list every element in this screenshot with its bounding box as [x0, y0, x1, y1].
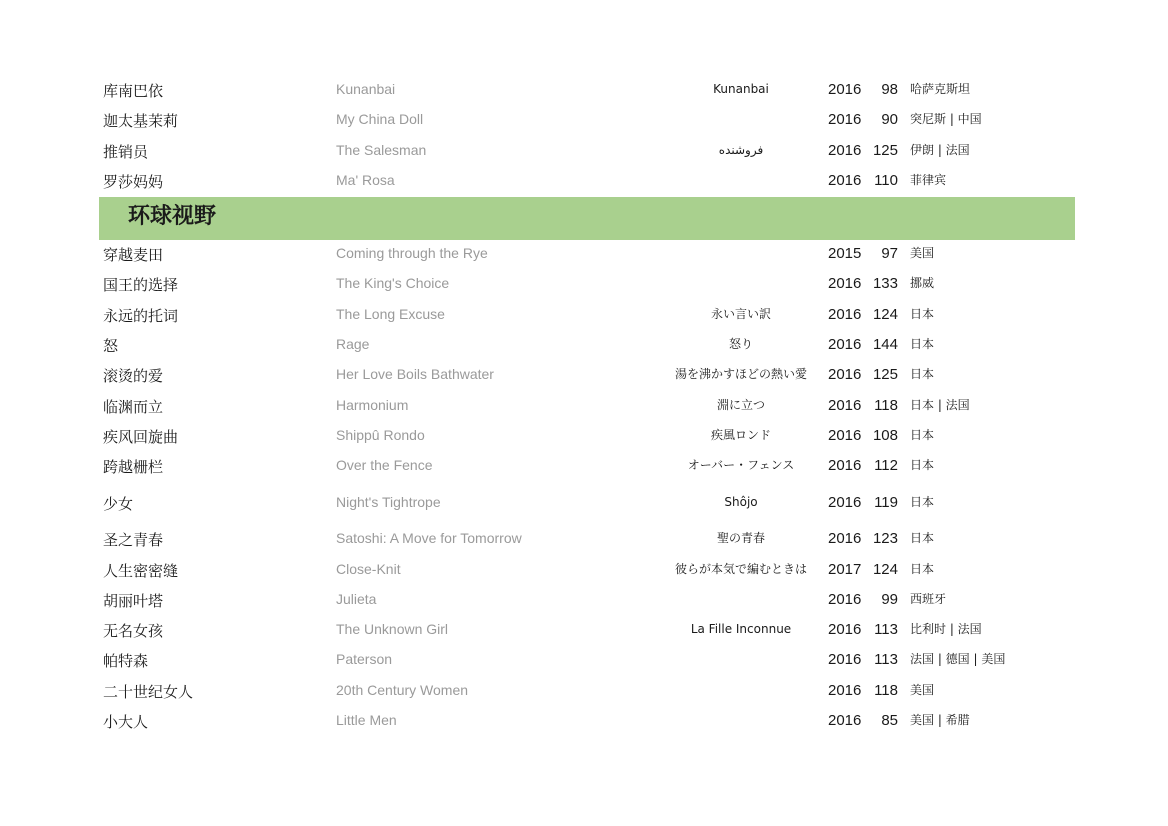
film-country: 日本 | 法国: [910, 398, 970, 412]
film-row: [100, 240, 1075, 270]
film-chinese-title: 胡丽叶塔: [103, 592, 164, 610]
film-country: 突尼斯 | 中国: [910, 112, 982, 126]
film-row: [100, 707, 1075, 737]
film-row: [100, 452, 1075, 482]
film-english-title: The Unknown Girl: [336, 621, 449, 637]
film-english-title: My China Doll: [336, 111, 424, 127]
film-runtime: 124: [872, 561, 898, 578]
film-english-title: Julieta: [336, 591, 377, 607]
film-original-title: 彼らが本気で編むときは: [674, 562, 807, 576]
film-chinese-title: 怒: [103, 337, 119, 355]
film-runtime: 118: [874, 397, 898, 414]
film-year: 2016: [828, 172, 862, 189]
film-english-title: Little Men: [336, 712, 397, 728]
film-year: 2016: [828, 366, 862, 383]
film-original-title: Kunanbai: [713, 82, 769, 96]
film-runtime: 97: [881, 245, 898, 262]
film-english-title: The King's Choice: [336, 275, 450, 291]
film-english-title: Kunanbai: [336, 81, 396, 97]
film-year: 2016: [828, 651, 862, 668]
film-chinese-title: 永远的托词: [103, 307, 179, 325]
film-english-title: The Long Excuse: [336, 306, 445, 322]
film-country: 美国: [910, 246, 935, 260]
film-year: 2016: [828, 682, 862, 699]
film-english-title: The Salesman: [336, 142, 427, 158]
film-country: 日本: [910, 562, 935, 576]
film-english-title: Coming through the Rye: [336, 245, 488, 261]
film-original-title: 淵に立つ: [716, 398, 765, 412]
film-runtime: 112: [874, 457, 898, 474]
film-runtime: 125: [872, 142, 898, 159]
film-year: 2017: [828, 561, 862, 578]
film-year: 2015: [828, 245, 862, 262]
film-row: [100, 586, 1075, 616]
film-runtime: 144: [872, 336, 898, 353]
film-runtime: 113: [874, 651, 898, 668]
film-english-title: Harmonium: [336, 397, 409, 413]
film-row: [100, 556, 1075, 586]
film-country: 日本: [910, 458, 935, 472]
film-country: 美国 | 希腊: [910, 713, 970, 727]
film-year: 2016: [828, 530, 862, 547]
film-original-title: 聖の青春: [716, 531, 765, 545]
film-chinese-title: 圣之青春: [103, 531, 164, 549]
film-english-title: Over the Fence: [336, 457, 433, 473]
film-original-title: 湯を沸かすほどの熱い愛: [674, 367, 807, 381]
film-chinese-title: 跨越栅栏: [103, 458, 164, 476]
film-chinese-title: 库南巴依: [103, 82, 164, 100]
film-chinese-title: 迦太基茉莉: [103, 112, 179, 130]
film-row: [100, 489, 1075, 519]
film-chinese-title: 推销员: [103, 143, 149, 161]
film-row: [100, 76, 1075, 106]
film-country: 哈萨克斯坦: [910, 82, 971, 96]
film-year: 2016: [828, 275, 862, 292]
film-country: 日本: [910, 428, 935, 442]
film-row: [100, 616, 1075, 646]
film-year: 2016: [828, 457, 862, 474]
film-row: [100, 677, 1075, 707]
film-runtime: 99: [881, 591, 898, 608]
film-chinese-title: 帕特森: [103, 652, 149, 670]
film-row: [100, 525, 1075, 555]
film-chinese-title: 二十世纪女人: [103, 683, 194, 701]
film-row: [100, 392, 1075, 422]
film-runtime: 108: [872, 427, 898, 444]
film-original-title: 永い言い訳: [710, 307, 771, 321]
film-country: 日本: [910, 531, 935, 545]
film-country: 日本: [910, 495, 935, 509]
film-year: 2016: [828, 306, 862, 323]
film-chinese-title: 罗莎妈妈: [103, 173, 164, 191]
film-chinese-title: 滚烫的爱: [103, 367, 164, 385]
film-chinese-title: 少女: [103, 495, 134, 513]
film-country: 法国 | 德国 | 美国: [910, 652, 1006, 666]
film-original-title: オーバー・フェンス: [687, 458, 795, 472]
film-country: 日本: [910, 307, 935, 321]
film-chinese-title: 人生密密缝: [103, 562, 179, 580]
film-year: 2016: [828, 111, 862, 128]
film-runtime: 85: [881, 712, 898, 729]
film-english-title: Night's Tightrope: [336, 494, 441, 510]
film-runtime: 124: [872, 306, 898, 323]
film-year: 2016: [828, 494, 862, 511]
film-country: 美国: [910, 683, 935, 697]
film-row: [100, 422, 1075, 452]
film-year: 2016: [828, 397, 862, 414]
film-english-title: Rage: [336, 336, 370, 352]
film-chinese-title: 疾风回旋曲: [103, 428, 179, 446]
film-english-title: Shippû Rondo: [336, 427, 425, 443]
film-chinese-title: 穿越麦田: [103, 246, 164, 264]
film-english-title: Her Love Boils Bathwater: [336, 366, 494, 382]
film-country: 日本: [910, 367, 935, 381]
film-original-title: 怒り: [728, 337, 753, 351]
film-runtime: 119: [874, 494, 898, 511]
film-row: [100, 270, 1075, 300]
film-runtime: 125: [872, 366, 898, 383]
film-runtime: 113: [874, 621, 898, 638]
film-country: 挪威: [910, 276, 935, 290]
film-runtime: 110: [874, 172, 898, 189]
film-english-title: Satoshi: A Move for Tomorrow: [336, 530, 522, 546]
film-english-title: Close-Knit: [336, 561, 401, 577]
film-country: 伊朗 | 法国: [910, 143, 970, 157]
film-original-title: 疾風ロンド: [710, 428, 771, 442]
film-year: 2016: [828, 336, 862, 353]
film-row: [100, 106, 1075, 136]
film-year: 2016: [828, 621, 862, 638]
film-runtime: 123: [872, 530, 898, 547]
film-chinese-title: 无名女孩: [103, 622, 164, 640]
film-runtime: 98: [881, 81, 898, 98]
film-runtime: 118: [874, 682, 898, 699]
film-runtime: 133: [872, 275, 898, 292]
film-row: [100, 301, 1075, 331]
film-original-title: La Fille Inconnue: [690, 622, 792, 636]
film-country: 日本: [910, 337, 935, 351]
film-country: 比利时 | 法国: [910, 622, 982, 636]
film-original-title: فروشنده: [718, 143, 764, 157]
film-year: 2016: [828, 712, 862, 729]
film-original-title: Shôjo: [724, 495, 758, 509]
film-country: 菲律宾: [910, 173, 947, 187]
film-runtime: 90: [881, 111, 898, 128]
film-row: [100, 646, 1075, 676]
film-chinese-title: 临渊而立: [103, 398, 164, 416]
film-year: 2016: [828, 81, 862, 98]
section-header: [99, 197, 1075, 240]
film-chinese-title: 小大人: [103, 713, 149, 731]
film-country: 西班牙: [910, 592, 947, 606]
film-row: [100, 137, 1075, 167]
film-year: 2016: [828, 427, 862, 444]
film-english-title: Paterson: [336, 651, 393, 667]
section-title: 环球视野: [128, 204, 217, 229]
film-chinese-title: 国王的选择: [103, 276, 179, 294]
film-row: [100, 167, 1075, 197]
film-english-title: 20th Century Women: [336, 682, 469, 698]
film-year: 2016: [828, 142, 862, 159]
film-row: [100, 331, 1075, 361]
film-english-title: Ma' Rosa: [336, 172, 395, 188]
film-row: [100, 361, 1075, 391]
film-year: 2016: [828, 591, 862, 608]
